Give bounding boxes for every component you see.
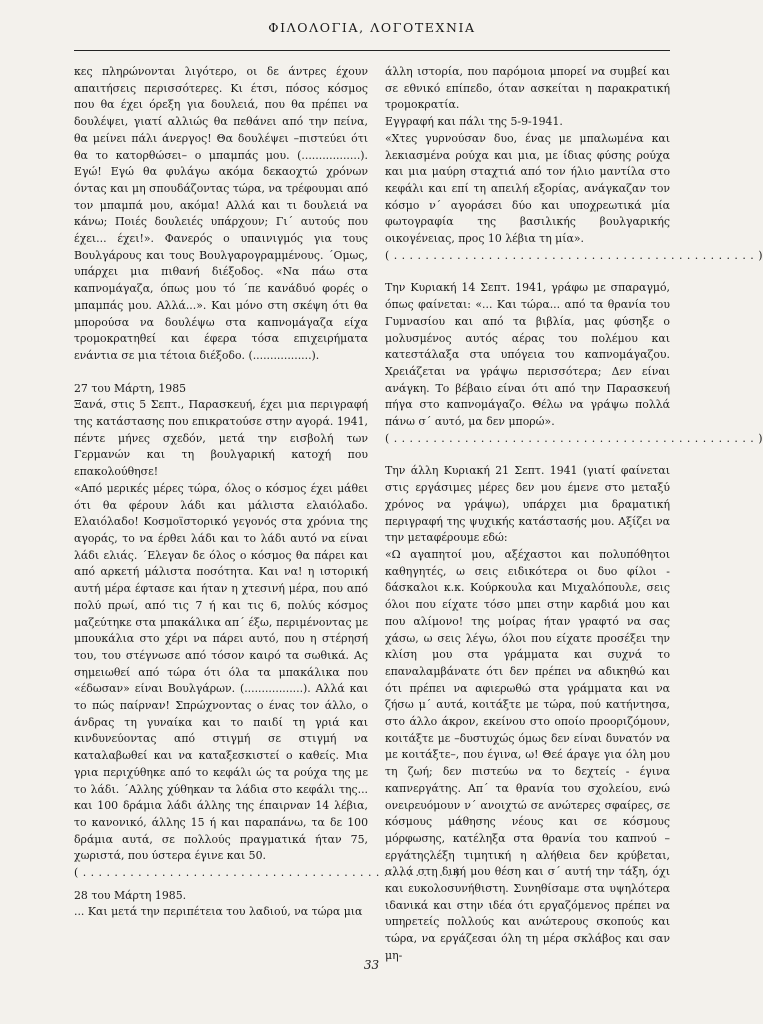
right-column (385, 64, 763, 965)
ellipsis-line: ( . . . . . . . . . . . . . . . . . . . . . . . . . . . . . . . . . . . . . . . . . . . . . . ) (385, 248, 763, 262)
date-heading: 27 του Μάρτη, 1985 (74, 381, 187, 395)
ellipsis-line: ( . . . . . . . . . . . . . . . . . . . . . . . . . . . . . . . . . . . . . . . . . . . . . . . ) (74, 866, 460, 880)
paragraph: Εγγραφή και πάλι της 5-9-1941. (385, 115, 563, 129)
ellipsis-line: ( . . . . . . . . . . . . . . . . . . . . . . . . . . . . . . . . . . . . . . . . . . . . . . ) (385, 431, 763, 445)
paragraph: Την άλλη Κυριακή 21 Σεπτ. 1941 (γιατί φαίνεται στις εργάσιμες μέρες δεν μου έμενε στο μεταξύ χρόνος να γράψω), υπάρχει μια δραματική περιγραφή της ψυχικής κατάστασής μου. Αξίζει να την μεταφέρουμε εδώ: (385, 464, 670, 545)
paragraph: άλλη ιστορία, που παρόμοια μπορεί να συμβεί και σε εθνικό επίπεδο, όταν ασκείται η παρακρατική τρομοκρατία. (385, 65, 670, 112)
paragraph: κες πληρώνονται λιγότερο, οι δε άντρες έχουν απαιτήσεις περισσότερες. Κι έτσι, πόσος κόσμος που θα έχει όρεξη για δουλειά, που θα πρέπει να δουλέψει, γιατί αλλιώς θα πεθάνει από την πείνα, θα μείνει πάλι άνεργος! Θα δουλέψει –πιστεύει ότι θα το κατορθώσει– ο μπαμπάς μου. (.................). Εγώ! Εγώ θα φυλάγω ακόμα δεκαοχτώ χρόνων όντας και μη σπουδάζοντας τώρα, να τρέφουμαι από τον μπαμπά μου, ακόμα! Αλλά και τι δουλειά να κάνω; Ποιές δουλειές υπάρχουν; Γι΄ αυτούς που έχει... έχει!». Φανερός ο υπαινιγμός για τους Βουλγάρους και τους Βουλγαρογραμμένους. ΄Ομως, υπάρχει μια πιθανή διέξοδος. «Να πάω στα καπνομάγαζα, όπως μου τό ΄πε κανάδυό φορές ο μπαμπάς μου. Αλλά...». Και μόνο στη σκέψη ότι θα μπορούσα να δουλέψω στα καπνομάγαζα είχα τρομοκρατηθεί και έφερα τόσα επιχειρήματα ενάντια σε μια τέτοια διέξοδο. (.................). (74, 65, 368, 362)
left-column (74, 64, 460, 921)
header-rule (74, 50, 670, 51)
running-header: ΦΙΛΟΛΟΓΙΑ, ΛΟΓΟΤΕΧΝΙΑ (268, 20, 476, 35)
quote-paragraph: «Ω αγαπητοί μου, αξέχαστοι και πολυπόθητοι καθηγητές, ω σεις ειδικότερα οι δυο φίλοι - δάσκαλοι κ.κ. Κούρκουλα και Μιχαλόπουλε, σεις όλοι που είχατε τόσο μπει στην καρδιά μου και που αλίμονο! της μοίρας ήταν γραφτό να σας χάσω, ω σεις λέγω, όλοι που είχατε προσέξει την κλίση μου στα γράμματα και συχνά το επαναλαμβάνατε ότι δεν πρέπει να αδικηθώ και ότι πρέπει να αφιερωθώ στα γράμματα και να ζήσω μ΄ αυτά, κοιτάξτε με τώρα, πού κατήντησα, στο άλλο άκρον, εκείνου στο οποίο προοριζόμουν, κοιτάξτε με –δυστυχώς όμως δεν είναι δυνατόν να με κοιτάξτε–, που έγινα, ω! Θεέ άραγε για όλη μου τη ζωή; δεν πιστεύω να το δεχτείς - έγινα καπνεργάτης. Απ΄ τα θρανία του σχολείου, ενώ ονειρευόμουν ν΄ ανοιχτώ σε ανώτερες σφαίρες, σε κόσμους μάθησης νέους και σε κόσμους μόρφωσης, κατέληξα στα θρανία του καπνού –εργάτηςλέξη τιμητική η αλήθεια δεν κρύβεται, αλλά στη δική μου θέση και σ΄ αυτή την τάξη, όχι και ευκολοσυνήθιστη. Συνηθίσαμε στα υψηλότερα ιδανικά και στην ιδέα ότι εργαζόμενος πρέπει να υπηρετείς πολλούς και ανώτερους σκοπούς και τώρα, να εργάζεσαι όλη τη μέρα σκλάβος και σαν μη- (385, 547, 670, 962)
paragraph: Την Κυριακή 14 Σεπτ. 1941, γράφω με σπαραγμό, όπως φαίνεται: «... Και τώρα... από τα θρανία του Γυμνασίου και από τα βιβλία, μας φύσηξε ο μολυσμένος αυτός αέρας του πολέμου και κατεστάλαξα στα υπόγεια του καπνομάγαζου. Χρειάζεται να γράψω περισσότερα; Δεν είναι ανάγκη. Το βέβαιο είναι ότι από την Παρασκευή πήγα στο καπνομάγαζο. Θέλω να γράψω πολλά πάνω σ΄ αυτό, μα δεν μπορώ». (385, 281, 670, 429)
paragraph: ... Και μετά την περιπέτεια του λαδιού, να τώρα μια (74, 905, 363, 919)
quote-paragraph: «Από μερικές μέρες τώρα, όλος ο κόσμος έχει μάθει ότι θα φέρουν λάδι και μάλιστα ελαιόλαδο. Ελαιόλαδο! Κοσμοϊστορικό γεγονός στα χρόνια της αγοράς, το να έρθει λάδι και το λάδι αυτό να είναι λάδι ελιάς. ΄Ελεγαν δε όλος ο κόσμος θα πάρει και από αρκετή μάλιστα ποσότητα. Και να! η ιστορική αυτή μέρα έφτασε και ήταν η χτεσινή μέρα, που από πολύ πρωί, από τις 7 ή και τις 6, πολύς κόσμος μαζεύτηκε στα μπακάλικα απ΄ έξω, περιμένοντας με μπουκάλια στο χέρι να πάρει αυτό, που η στέρησή του, του στέγνωσε από τόσον καιρό τα σωθικά. Ας σημειωθεί από τώρα ότι όλα τα μπακάλικα που «έδωσαν» είναι Βουλγάρων. (.................). Αλλά και το πώς παίρναν! Σπρώχνοντας ο ένας τον άλλο, ο άνδρας τη γυναίκα και το παιδί τη γριά και κινδυνεύοντας από στιγμή σε στιγμή να καταλαβωθεί και να καταξεσκιστεί ο καθείς. Μια γρια περιχύθηκε από το κεφάλι ώς τα ρούχα της με το λάδι. ΄Αλλης χύθηκαν τα λάδια στο κεφάλι της... και 100 δράμια λάδι άλλης της έπαιρναν 14 λέβια, το κανονικό, άλλης 15 ή και παραπάνω, τα δε 100 δράμια αυτά, σε πολλούς πραγματικά ήταν 75, χωριστά, που ύστερα έγινε και 50. (74, 481, 368, 863)
quote-paragraph: «Χτες γυρνούσαν δυο, ένας με μπαλωμένα και λεκιασμένα ρούχα και μια, με ίδιας φύσης ρούχα και μια μαύρη σταχτιά από τον ήλιο μαντίλα στο κεφάλι και επί τη απειλή εξορίας, ανάγκαζαν τον κόσμο ν΄ αγοράσει δύο και υποχρεωτικά μία φωτογραφία της βασιλικής βουλγαρικής οικογένειας, προς 10 λέβια τη μία». (385, 131, 670, 246)
paragraph: Ξανά, στις 5 Σεπτ., Παρασκευή, έχει μια περιγραφή της κατάστασης που επικρατούσε στην αγορά. 1941, πέντε μήνες σχεδόν, μετά την εισβολή των Γερμανών και τη βουλγαρική κατοχή που επακολούθησε! (74, 398, 368, 479)
page-number: 33 (363, 958, 380, 972)
date-heading: 28 του Μάρτη 1985. (74, 888, 187, 902)
